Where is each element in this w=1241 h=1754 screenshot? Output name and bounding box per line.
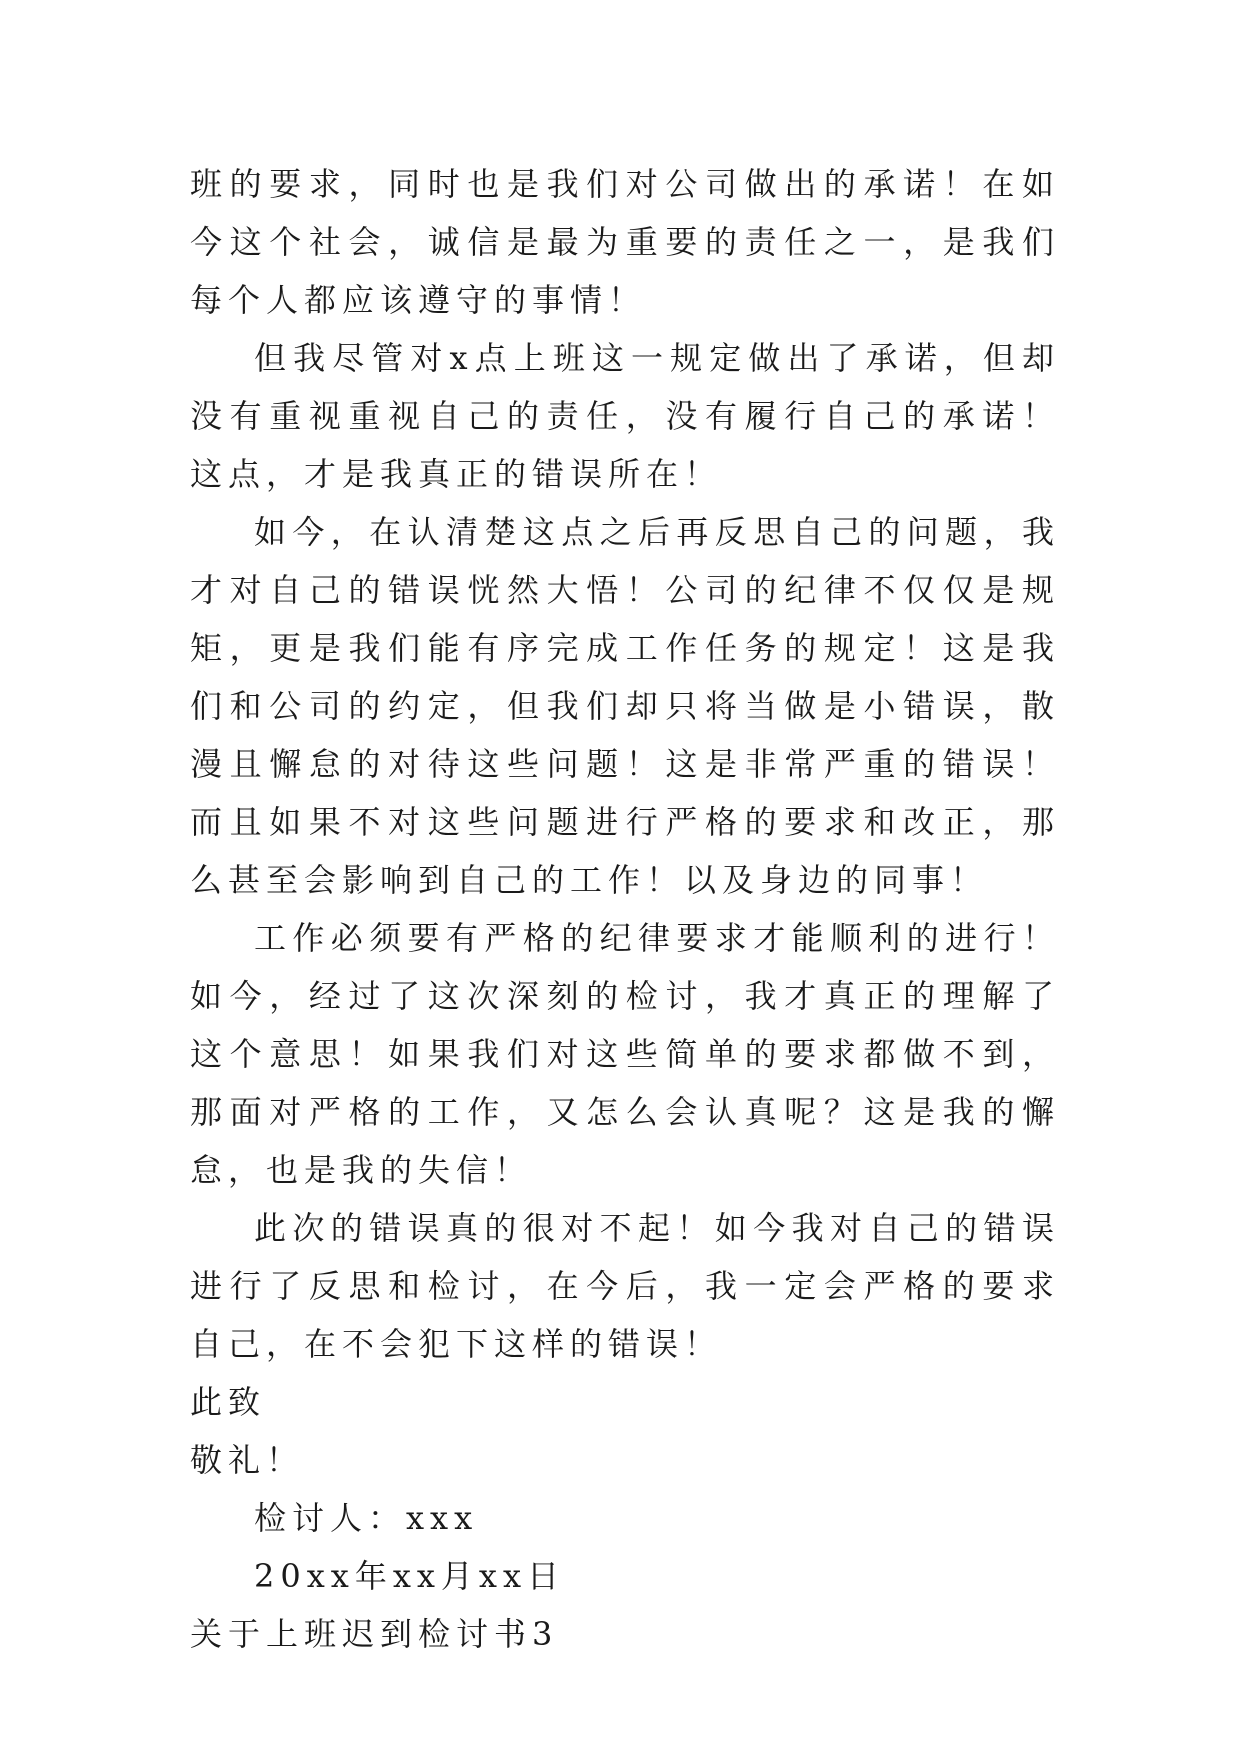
date-line: 20xx年xx月xx日 [254, 1557, 566, 1595]
signer-line: 检讨人：xxx [254, 1499, 479, 1537]
next-section-heading: 关于上班迟到检讨书3 [190, 1615, 559, 1653]
paragraph-4: 工作必须要有严格的纪律要求才能顺利的进行！如今，经过了这次深刻的检讨，我才真正的理解了这个意思！如果我们对这些简单的要求都做不到，那面对严格的工作，又怎么会认真呢？这是我的懈怠，也是我的失信！ [190, 919, 1060, 1189]
paragraph-1: 班的要求，同时也是我们对公司做出的承诺！在如今这个社会，诚信是最为重要的责任之一，是我们每个人都应该遵守的事情！ [190, 165, 1060, 319]
paragraph-2: 但我尽管对x点上班这一规定做出了承诺，但却没有重视重视自己的责任，没有履行自己的承诺！这点，才是我真正的错误所在！ [190, 339, 1060, 493]
paragraph-3: 如今，在认清楚这点之后再反思自己的问题，我才对自己的错误恍然大悟！公司的纪律不仅仅是规矩，更是我们能有序完成工作任务的规定！这是我们和公司的约定，但我们却只将当做是小错误，散漫且懈怠的对待这些问题！这是非常严重的错误！而且如果不对这些问题进行严格的要求和改正，那么甚至会影响到自己的工作！以及身边的同事！ [190, 513, 1060, 899]
document-body [190, 155, 1060, 1663]
closing-regards: 敬礼！ [190, 1441, 305, 1479]
paragraph-5: 此次的错误真的很对不起！如今我对自己的错误进行了反思和检讨，在今后，我一定会严格的要求自己，在不会犯下这样的错误！ [190, 1209, 1060, 1363]
closing-salutation: 此致 [190, 1383, 267, 1421]
